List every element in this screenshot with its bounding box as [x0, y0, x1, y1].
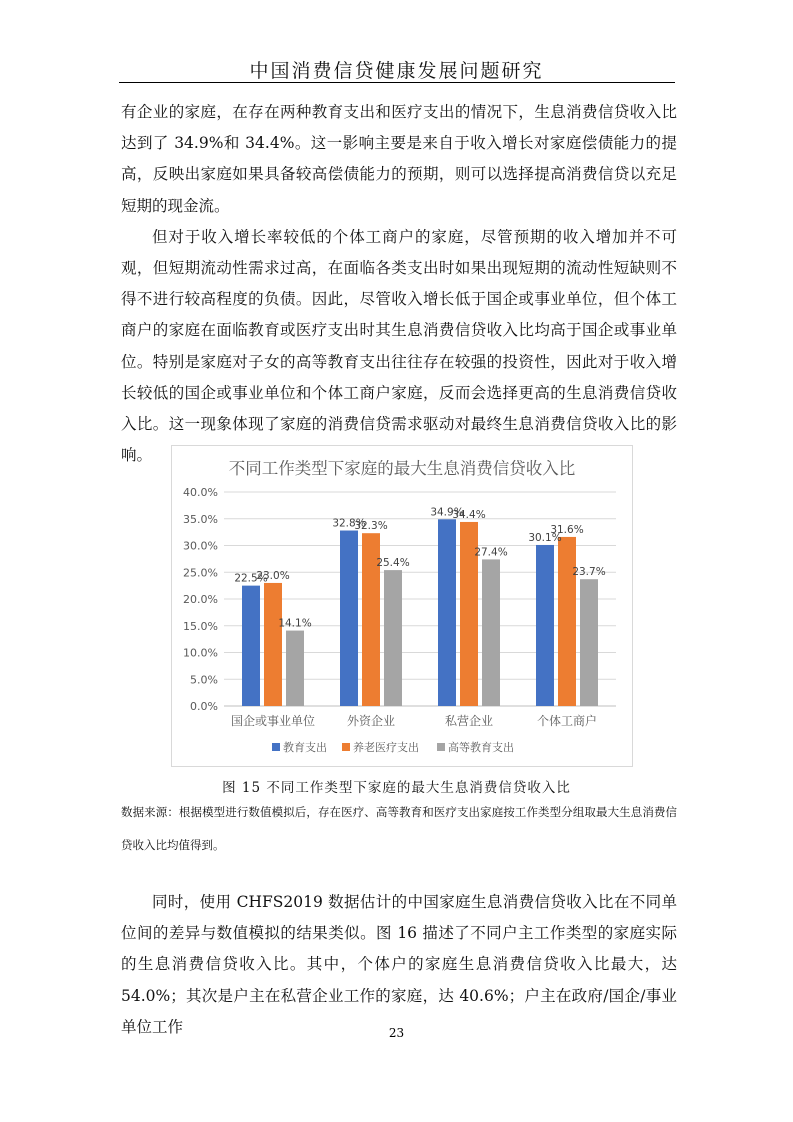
- data-label: 30.1%: [528, 531, 562, 544]
- y-tick-label: 30.0%: [183, 539, 218, 553]
- bar: [242, 586, 260, 706]
- bar-chart: [171, 445, 633, 767]
- legend-swatch: [437, 743, 445, 751]
- body-text-bottom: [121, 887, 677, 1043]
- data-label: 14.1%: [278, 617, 312, 630]
- y-tick-label: 15.0%: [183, 619, 218, 633]
- data-label: 23.0%: [256, 569, 290, 582]
- legend-label: 教育支出: [283, 741, 327, 754]
- x-tick-label: 国企或事业单位: [230, 714, 316, 728]
- legend: [272, 740, 514, 754]
- y-tick-label: 0.0%: [190, 700, 218, 713]
- data-label: 31.6%: [550, 523, 584, 536]
- y-tick-label: 25.0%: [183, 566, 218, 580]
- data-label: 34.9%: [430, 506, 464, 519]
- legend-swatch: [272, 743, 280, 751]
- data-label: 25.4%: [376, 557, 410, 570]
- bar: [558, 537, 576, 706]
- bar: [482, 559, 500, 706]
- body-text-top: [121, 97, 677, 471]
- x-tick-label: 个体工商户: [536, 714, 598, 728]
- bars: [242, 519, 598, 706]
- bar: [286, 631, 304, 706]
- data-label: 27.4%: [474, 546, 508, 559]
- paragraph: 同时，使用 CHFS2019 数据估计的中国家庭生息消费信贷收入比在不同单位间的差异与数值模拟的结果类似。图 16 描述了不同户主工作类型的家庭实际的生息消费信贷收入比。其中，个体户的家庭生息消费信贷收入比最大，达 54.0%；其次是户主在私营企业工作的家庭，达 40.6%；户主在政府/国企/事业单位工作: [121, 893, 677, 1036]
- y-tick-label: 40.0%: [183, 486, 218, 499]
- bar: [536, 545, 554, 706]
- bar: [264, 583, 282, 706]
- legend-swatch: [342, 743, 350, 751]
- chart-svg: [172, 446, 632, 766]
- data-label: 34.4%: [452, 508, 486, 521]
- data-label: 32.3%: [354, 520, 388, 533]
- y-tick-label: 10.0%: [183, 646, 218, 660]
- paragraph: 有企业的家庭，在存在两种教育支出和医疗支出的情况下，生息消费信贷收入比达到了 34.9%和 34.4%。这一影响主要是来自于收入增长对家庭偿债能力的提高，反映出家庭如果具备较高偿债能力的预期，则可以选择提高消费信贷以充足短期的现金流。: [121, 103, 677, 215]
- y-tick-label: 20.0%: [183, 593, 218, 606]
- figure-source-note: 数据来源：根据模型进行数值模拟后，存在医疗、高等教育和医疗支出家庭按工作类型分组取最大生息消费信贷收入比均值得到。: [121, 805, 677, 852]
- x-axis-tick-labels: [231, 713, 597, 728]
- figure-caption: 图 15 不同工作类型下家庭的最大生息消费信贷收入比: [222, 780, 571, 796]
- legend-label: 养老医疗支出: [353, 741, 419, 754]
- legend-label: 高等教育支出: [448, 741, 514, 754]
- bar: [580, 579, 598, 706]
- bar: [340, 531, 358, 706]
- data-label: 23.7%: [572, 566, 606, 579]
- header-rule: [119, 82, 675, 83]
- y-axis-tick-labels: [183, 486, 218, 713]
- data-label: 32.8%: [332, 517, 366, 530]
- y-tick-label: 5.0%: [190, 673, 218, 687]
- x-tick-label: 私营企业: [444, 714, 494, 728]
- bar: [438, 519, 456, 706]
- bar: [384, 570, 402, 706]
- chart-title: 不同工作类型下家庭的最大生息消费信贷收入比: [228, 459, 576, 478]
- x-tick-label: 外资企业: [346, 714, 396, 728]
- data-label: 22.5%: [234, 572, 268, 585]
- y-tick-label: 35.0%: [183, 512, 218, 526]
- running-header: 中国消费信贷健康发展问题研究: [249, 60, 544, 82]
- page-number: 23: [388, 1026, 405, 1040]
- paragraph: 但对于收入增长率较低的个体工商户的家庭，尽管预期的收入增加并不可观，但短期流动性需求过高，在面临各类支出时如果出现短期的流动性短缺则不得不进行较高程度的负债。因此，尽管收入增长低于国企或事业单位，但个体工商户的家庭在面临教育或医疗支出时其生息消费信贷收入比均高于国企或事业单位。特别是家庭对子女的高等教育支出往往存在较强的投资性，因此对于收入增长较低的国企或事业单位和个体工商户家庭，反而会选择更高的生息消费信贷收入比。这一现象体现了家庭的消费信贷需求驱动对最终生息消费信贷收入比的影响。: [121, 227, 677, 465]
